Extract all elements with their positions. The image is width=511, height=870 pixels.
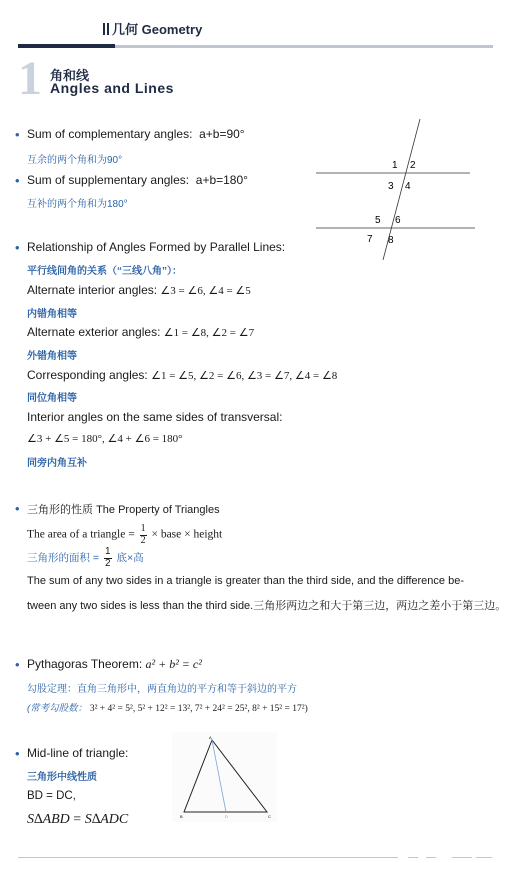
- corresponding-formula: ∠1 = ∠5, ∠2 = ∠6, ∠3 = ∠7, ∠4 = ∠8: [151, 370, 338, 382]
- triangle-title-cn: 三角形的性质: [27, 504, 93, 516]
- s-abd: S∆ABD: [27, 812, 70, 827]
- angle-label-5: 5: [375, 215, 381, 226]
- triangle-figure: [172, 732, 277, 822]
- sides-cn: 三角形两边之和大于第三边，两边之差小于第三边。: [253, 600, 507, 612]
- alt-interior-formula: ∠3 = ∠6, ∠4 = ∠5: [160, 285, 251, 297]
- supplementary-cn: 互补的两个角和为180°: [27, 199, 128, 210]
- midline-equals: =: [73, 812, 82, 827]
- vertex-b: B: [180, 814, 183, 819]
- angle-label-7: 7: [367, 234, 373, 245]
- half-den: 2: [140, 535, 146, 546]
- alt-exterior-label: Alternate exterior angles:: [27, 325, 161, 339]
- area-prefix: The area of a triangle =: [27, 528, 135, 541]
- common-label: (常考勾股数：: [27, 703, 88, 714]
- complementary-label: Sum of complementary angles:: [27, 127, 193, 141]
- supplementary-formula: a+b=180°: [195, 173, 248, 187]
- angle-label-3: 3: [388, 181, 394, 192]
- area-cn-suffix: 底×高: [116, 551, 144, 564]
- complementary-formula: a+b=90°: [199, 127, 245, 141]
- area-cn-prefix: 三角形的面积 =: [27, 551, 100, 564]
- half-den-cn: 2: [104, 558, 111, 569]
- triangle-title: [27, 501, 220, 517]
- alt-interior-cn: 内错角相等: [27, 309, 77, 320]
- corresponding-item: [27, 368, 337, 382]
- parallel-title-cn: 平行线间角的关系（“三线八角”）：: [27, 266, 182, 277]
- sides-en-2: tween any two sides is less than the third side.: [27, 600, 254, 612]
- midline-cn: 三角形中线性质: [27, 772, 97, 783]
- header-underline-accent: [18, 44, 115, 48]
- half-num-cn: 1: [104, 546, 111, 557]
- triangle-area-cn: [27, 547, 144, 569]
- half-fraction: [140, 524, 147, 546]
- footer-dash: [476, 857, 492, 858]
- midline-area-eq: [27, 812, 128, 828]
- header-underline: [115, 45, 493, 48]
- common-triples: 3² + 4² = 5², 5² + 12² = 13², 7² + 24² = 25², 8² + 15² = 17²): [89, 704, 308, 714]
- pythagoras-item: [27, 657, 202, 672]
- supplementary-item: [27, 173, 248, 187]
- s-adc: S∆ADC: [84, 812, 129, 827]
- area-suffix: × base × height: [151, 528, 223, 541]
- angle-label-8: 8: [388, 235, 394, 246]
- midpoint-d: D: [225, 814, 228, 819]
- double-bar-icon: [103, 23, 109, 35]
- triangle-area-formula: [27, 524, 222, 546]
- corresponding-label: Corresponding angles:: [27, 368, 148, 382]
- angle-label-2: 2: [410, 160, 416, 171]
- section-title-en: Angles and Lines: [50, 80, 174, 96]
- footer-dash: [408, 857, 418, 858]
- alt-exterior-cn: 外错角相等: [27, 351, 77, 362]
- complementary-cn: 互余的两个角和为90°: [27, 155, 123, 166]
- footer-dash: [452, 857, 472, 858]
- angle-label-1: 1: [392, 160, 398, 171]
- complementary-item: [27, 127, 245, 141]
- sides-line-1: The sum of any two sides in a triangle is greater than the third side, and the difference be-: [27, 575, 464, 587]
- triangle-title-en: The Property of Triangles: [96, 504, 220, 516]
- half-num: 1: [140, 523, 146, 534]
- interior-same-side-formula: ∠3 + ∠5 = 180°, ∠4 + ∠6 = 180°: [27, 433, 183, 445]
- supplementary-label: Sum of supplementary angles:: [27, 173, 190, 187]
- footer-line: [18, 857, 398, 858]
- alt-exterior-item: [27, 325, 254, 339]
- sides-line-2: [27, 597, 506, 613]
- corresponding-cn: 同位角相等: [27, 393, 77, 404]
- alt-interior-label: Alternate interior angles:: [27, 283, 158, 297]
- pythagoras-formula: a² + b² = c²: [145, 657, 202, 671]
- chapter-header: [103, 19, 202, 38]
- pythagoras-title: Pythagoras Theorem:: [27, 657, 143, 671]
- pythagoras-common: [27, 700, 308, 714]
- angle-label-4: 4: [405, 181, 411, 192]
- chapter-title: 几何 Geometry: [112, 22, 203, 37]
- alt-interior-item: [27, 283, 251, 297]
- midline-bd: BD = DC,: [27, 790, 76, 802]
- alt-exterior-formula: ∠1 = ∠8, ∠2 = ∠7: [163, 327, 255, 339]
- parallel-title: • Relationship of Angles Formed by Parallel Lines:: [27, 240, 285, 254]
- interior-same-side-label: Interior angles on the same sides of transversal:: [27, 410, 283, 424]
- pythagoras-cn: 勾股定理：直角三角形中，两直角边的平方和等于斜边的平方: [27, 684, 297, 695]
- interior-same-side-cn: 同旁内角互补: [27, 458, 87, 469]
- angle-label-6: 6: [395, 215, 401, 226]
- vertex-a: A: [209, 735, 212, 740]
- section-number: 1: [18, 52, 42, 105]
- vertex-c: C: [268, 814, 271, 819]
- midline-title: • Mid-line of triangle:: [27, 746, 128, 760]
- parallel-lines-figure: [310, 115, 480, 260]
- section-title-cn: 角和线: [50, 68, 90, 83]
- footer-dash: [426, 857, 436, 858]
- half-fraction-cn: [104, 547, 112, 569]
